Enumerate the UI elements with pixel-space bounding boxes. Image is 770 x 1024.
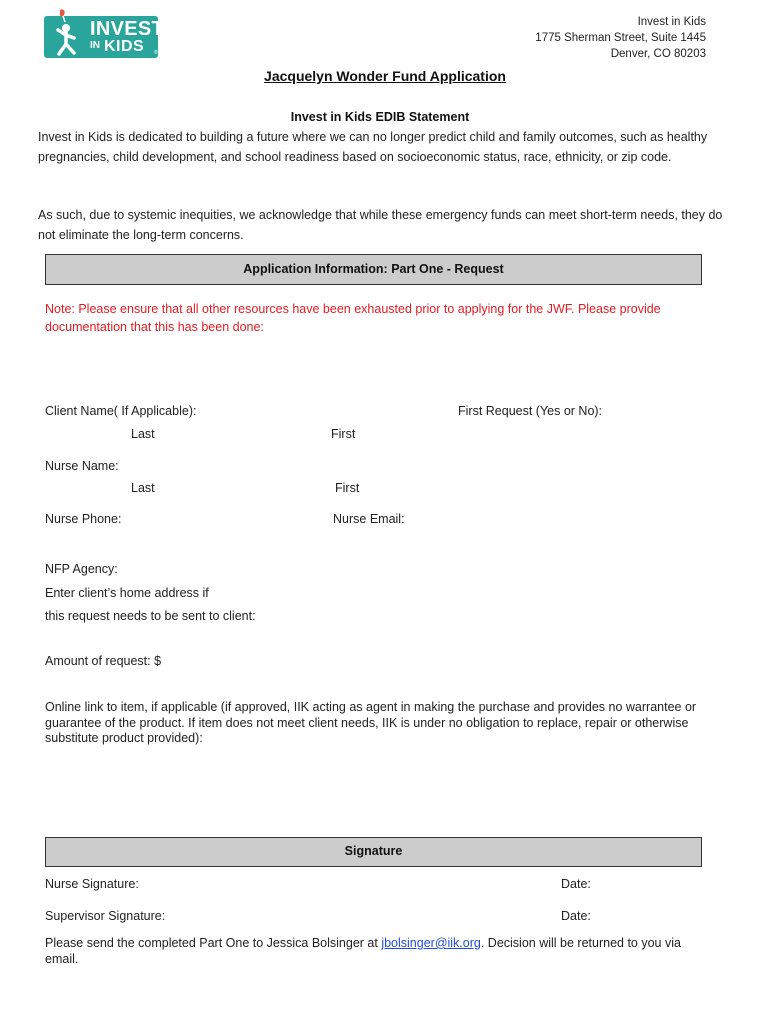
contact-email-link[interactable]: jbolsinger@iik.org bbox=[381, 936, 481, 950]
section-header-part-one: Application Information: Part One - Request bbox=[45, 254, 702, 285]
supervisor-signature-date-label: Date: bbox=[561, 909, 591, 923]
supervisor-signature-label: Supervisor Signature: bbox=[45, 909, 166, 923]
nurse-email-label: Nurse Email: bbox=[333, 512, 405, 526]
first-request-label: First Request (Yes or No): bbox=[458, 404, 603, 418]
statement-paragraph-1: Invest in Kids is dedicated to building a future where we can no longer predict child and family outcomes, such as healthy pregnancies, child development, and school readiness based on socioeconomic status, race, ethnicity, or zip code. bbox=[38, 130, 708, 164]
client-name-label: Client Name( If Applicable): bbox=[45, 404, 197, 418]
nurse-signature-date-label: Date: bbox=[561, 877, 591, 891]
organization-address bbox=[535, 14, 706, 62]
address-city: Denver, CO 80203 bbox=[610, 48, 706, 60]
client-last-label: Last bbox=[131, 427, 155, 441]
statement-paragraph-2: As such, due to systemic inequities, we acknowledge that while these emergency funds can meet short-term needs, they do not eliminate the long-term concerns. bbox=[38, 208, 723, 242]
logo-text-in: IN bbox=[90, 40, 100, 51]
logo-text-invest: INVEST bbox=[90, 18, 165, 40]
invest-in-kids-logo bbox=[44, 8, 165, 58]
client-address-label-line2: this request needs to be sent to client: bbox=[45, 609, 256, 623]
documentation-note: Note: Please ensure that all other resources have been exhausted prior to applying for the JWF. Please provide documentation that this has been done: bbox=[45, 302, 661, 334]
instructions-text-after: . Decision will be returned to you via email. bbox=[45, 936, 681, 966]
document-title: Jacquelyn Wonder Fund Application bbox=[264, 68, 506, 84]
logo-text-kids: KIDS bbox=[104, 38, 145, 55]
statement-heading: Invest in Kids EDIB Statement bbox=[290, 110, 470, 124]
nurse-phone-label: Nurse Phone: bbox=[45, 512, 122, 526]
client-address-label-line1: Enter client’s home address if bbox=[45, 586, 209, 600]
nfp-agency-label: NFP Agency: bbox=[45, 562, 118, 576]
submission-instructions bbox=[45, 936, 685, 967]
online-link-label: Online link to item, if applicable (if approved, IIK acting as agent in making the purchase and provides no warrantee or guarantee of the product. If item does not meet client needs, IIK is under no obligation to replace, repair or otherwise substitute product provided): bbox=[45, 700, 697, 745]
nurse-last-label: Last bbox=[131, 481, 155, 495]
amount-of-request-label: Amount of request: $ bbox=[45, 654, 162, 668]
address-street: 1775 Sherman Street, Suite 1445 bbox=[535, 32, 706, 44]
child-figure-icon bbox=[46, 8, 86, 58]
nurse-name-label: Nurse Name: bbox=[45, 459, 119, 473]
client-first-label: First bbox=[331, 427, 356, 441]
nurse-signature-label: Nurse Signature: bbox=[45, 877, 139, 891]
address-name: Invest in Kids bbox=[637, 16, 706, 28]
logo-trademark: ® bbox=[154, 50, 158, 56]
instructions-text-before: Please send the completed Part One to Jessica Bolsinger at bbox=[45, 936, 382, 950]
section-header-signature: Signature bbox=[45, 837, 702, 867]
nurse-first-label: First bbox=[335, 481, 360, 495]
